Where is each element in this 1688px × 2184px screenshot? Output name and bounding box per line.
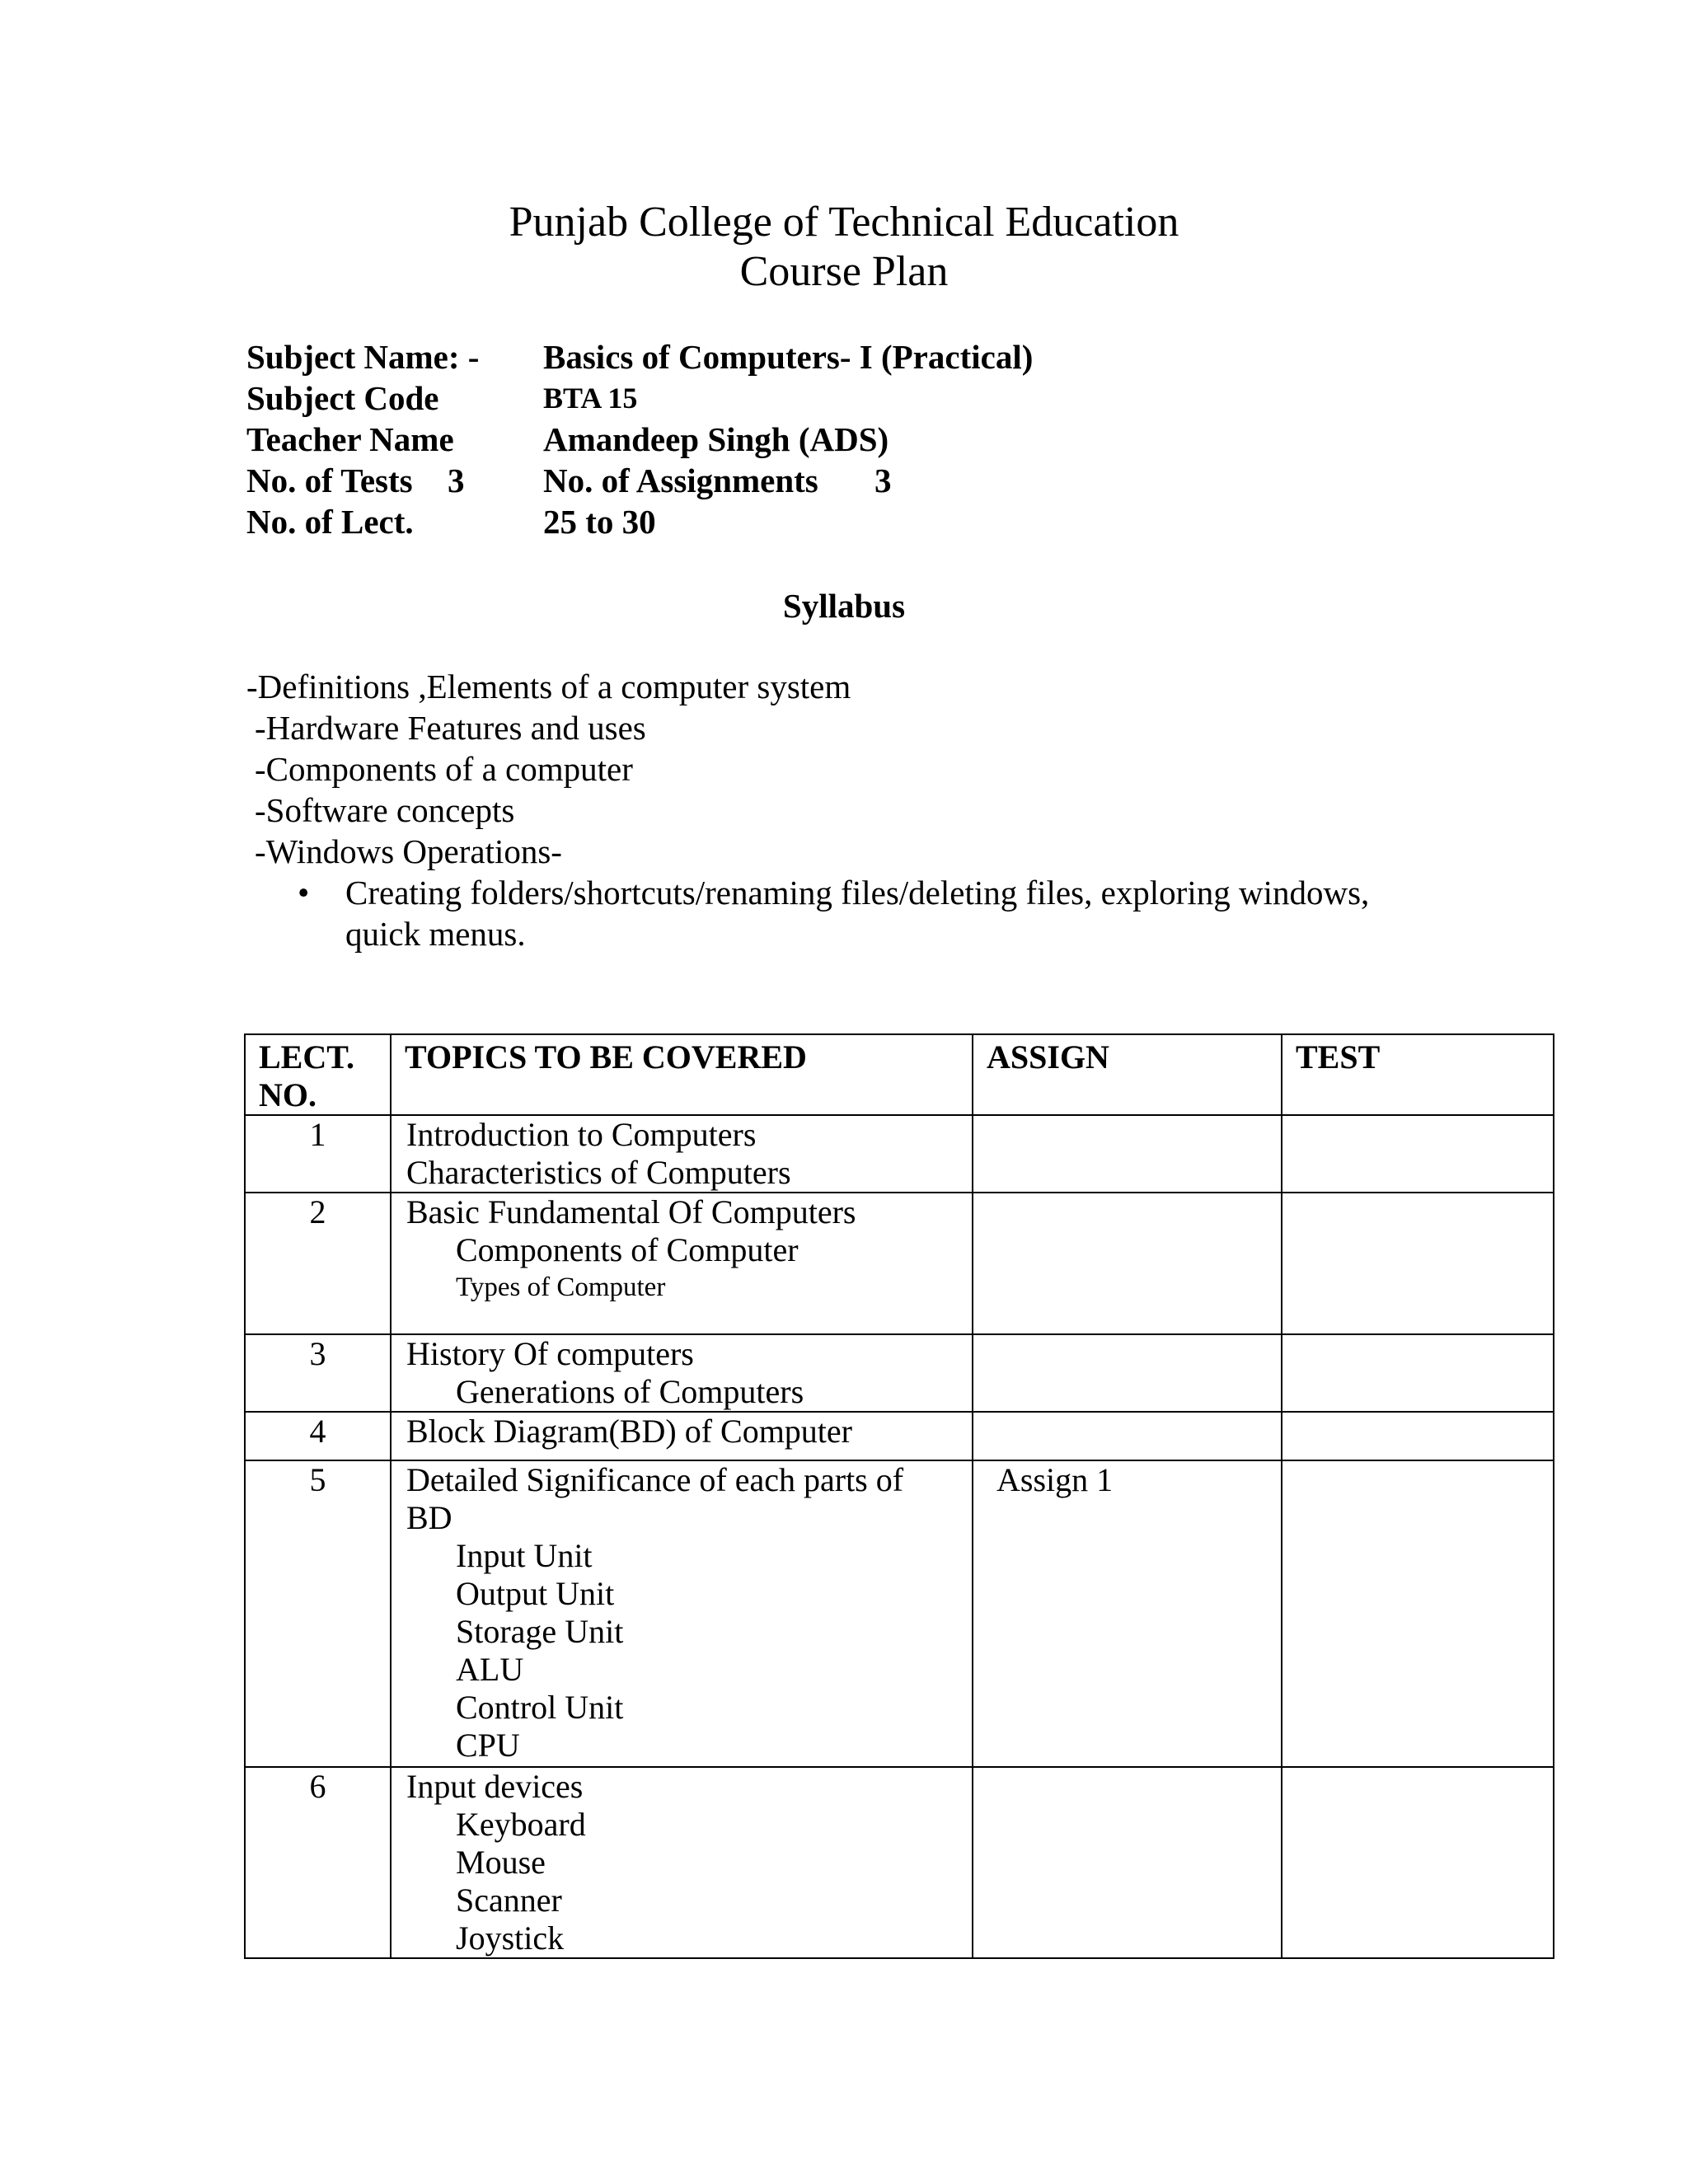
document-title: Course Plan xyxy=(739,248,949,295)
assign-header: ASSIGN xyxy=(973,1034,1282,1115)
syllabus-list xyxy=(246,666,1582,954)
topic-title: Characteristics of Computers xyxy=(406,1154,791,1191)
test-cell xyxy=(1282,1334,1554,1412)
syllabus-item: -Windows Operations- xyxy=(255,832,562,870)
tests-value: 3 xyxy=(448,462,465,499)
table-row xyxy=(245,1412,1554,1460)
assign-cell xyxy=(973,1193,1282,1334)
assign-cell xyxy=(973,1767,1282,1958)
table-row xyxy=(245,1460,1554,1767)
test-cell xyxy=(1282,1412,1554,1460)
subtopic: Generations of Computers xyxy=(456,1373,804,1410)
subtopic: Storage Unit xyxy=(456,1613,624,1650)
topic-title: Input devices xyxy=(406,1768,584,1805)
subtopic: ALU xyxy=(456,1651,524,1688)
subject-code-label: Subject Code xyxy=(246,379,439,417)
topic-title: BD xyxy=(406,1499,452,1536)
table-row xyxy=(245,1193,1554,1334)
topics-header: TOPICS TO BE COVERED xyxy=(391,1034,973,1115)
subject-name-label: Subject Name: - xyxy=(246,338,480,376)
topic-cell xyxy=(391,1193,973,1334)
subtopic: Mouse xyxy=(456,1844,546,1881)
topic-cell xyxy=(391,1767,973,1958)
topic-title: Block Diagram(BD) of Computer xyxy=(406,1413,852,1450)
subject-code-value: BTA 15 xyxy=(543,382,638,415)
subtopic: CPU xyxy=(456,1727,520,1764)
lecture-number: 2 xyxy=(245,1193,391,1334)
test-cell xyxy=(1282,1460,1554,1767)
topic-cell xyxy=(391,1115,973,1193)
syllabus-item: -Definitions ,Elements of a computer system xyxy=(246,668,851,705)
assign-cell xyxy=(973,1412,1282,1460)
syllabus-bullet xyxy=(246,872,1582,954)
subtopic: Output Unit xyxy=(456,1575,615,1612)
bullet-text-line: quick menus. xyxy=(345,915,526,953)
table-row xyxy=(245,1767,1554,1958)
topic-cell xyxy=(391,1334,973,1412)
lect-no-header: LECT. NO. xyxy=(245,1034,391,1115)
assign-cell: Assign 1 xyxy=(973,1460,1282,1767)
assign-cell xyxy=(973,1115,1282,1193)
test-cell xyxy=(1282,1193,1554,1334)
syllabus-heading: Syllabus xyxy=(782,587,906,625)
subtopic: Components of Computer xyxy=(456,1231,799,1268)
bullet-icon: • xyxy=(298,874,310,912)
syllabus-item: -Components of a computer xyxy=(255,750,633,788)
topic-title: Basic Fundamental Of Computers xyxy=(406,1193,856,1230)
lecture-number: 1 xyxy=(245,1115,391,1193)
subtopic: Scanner xyxy=(456,1882,562,1919)
subtopic: Input Unit xyxy=(456,1537,593,1574)
subtopic: Joystick xyxy=(456,1919,565,1957)
subject-name-value: Basics of Computers- I (Practical) xyxy=(543,338,1034,376)
assignments-label: No. of Assignments xyxy=(543,462,818,499)
topic-cell xyxy=(391,1460,973,1767)
test-header: TEST xyxy=(1282,1034,1554,1115)
syllabus-item: -Hardware Features and uses xyxy=(255,709,646,747)
topic-title: Introduction to Computers xyxy=(406,1116,757,1153)
table-row xyxy=(245,1334,1554,1412)
subtopic: Keyboard xyxy=(456,1806,586,1843)
lecture-number: 6 xyxy=(245,1767,391,1958)
test-cell xyxy=(1282,1767,1554,1958)
lecture-plan-table xyxy=(244,1033,1554,1959)
topic-cell xyxy=(391,1412,973,1460)
tests-label: No. of Tests xyxy=(246,462,413,499)
syllabus-item: -Software concepts xyxy=(255,791,515,829)
lecture-number: 3 xyxy=(245,1334,391,1412)
assignments-value: 3 xyxy=(874,462,892,499)
table-row xyxy=(245,1115,1554,1193)
table-header-row xyxy=(245,1034,1554,1115)
topic-title: Detailed Significance of each parts of xyxy=(406,1461,904,1498)
assign-cell xyxy=(973,1334,1282,1412)
topic-title: History Of computers xyxy=(406,1335,694,1372)
institution-name: Punjab College of Technical Education xyxy=(509,199,1179,246)
teacher-value: Amandeep Singh (ADS) xyxy=(543,420,889,458)
lectures-label: No. of Lect. xyxy=(246,503,414,541)
lecture-number: 4 xyxy=(245,1412,391,1460)
bullet-text-line: Creating folders/shortcuts/renaming files/deleting files, exploring windows, xyxy=(345,874,1370,912)
subtopic: Types of Computer xyxy=(456,1272,666,1302)
test-cell xyxy=(1282,1115,1554,1193)
subtopic: Control Unit xyxy=(456,1689,624,1726)
lectures-value: 25 to 30 xyxy=(543,503,656,541)
teacher-label: Teacher Name xyxy=(246,420,454,458)
lecture-number: 5 xyxy=(245,1460,391,1767)
